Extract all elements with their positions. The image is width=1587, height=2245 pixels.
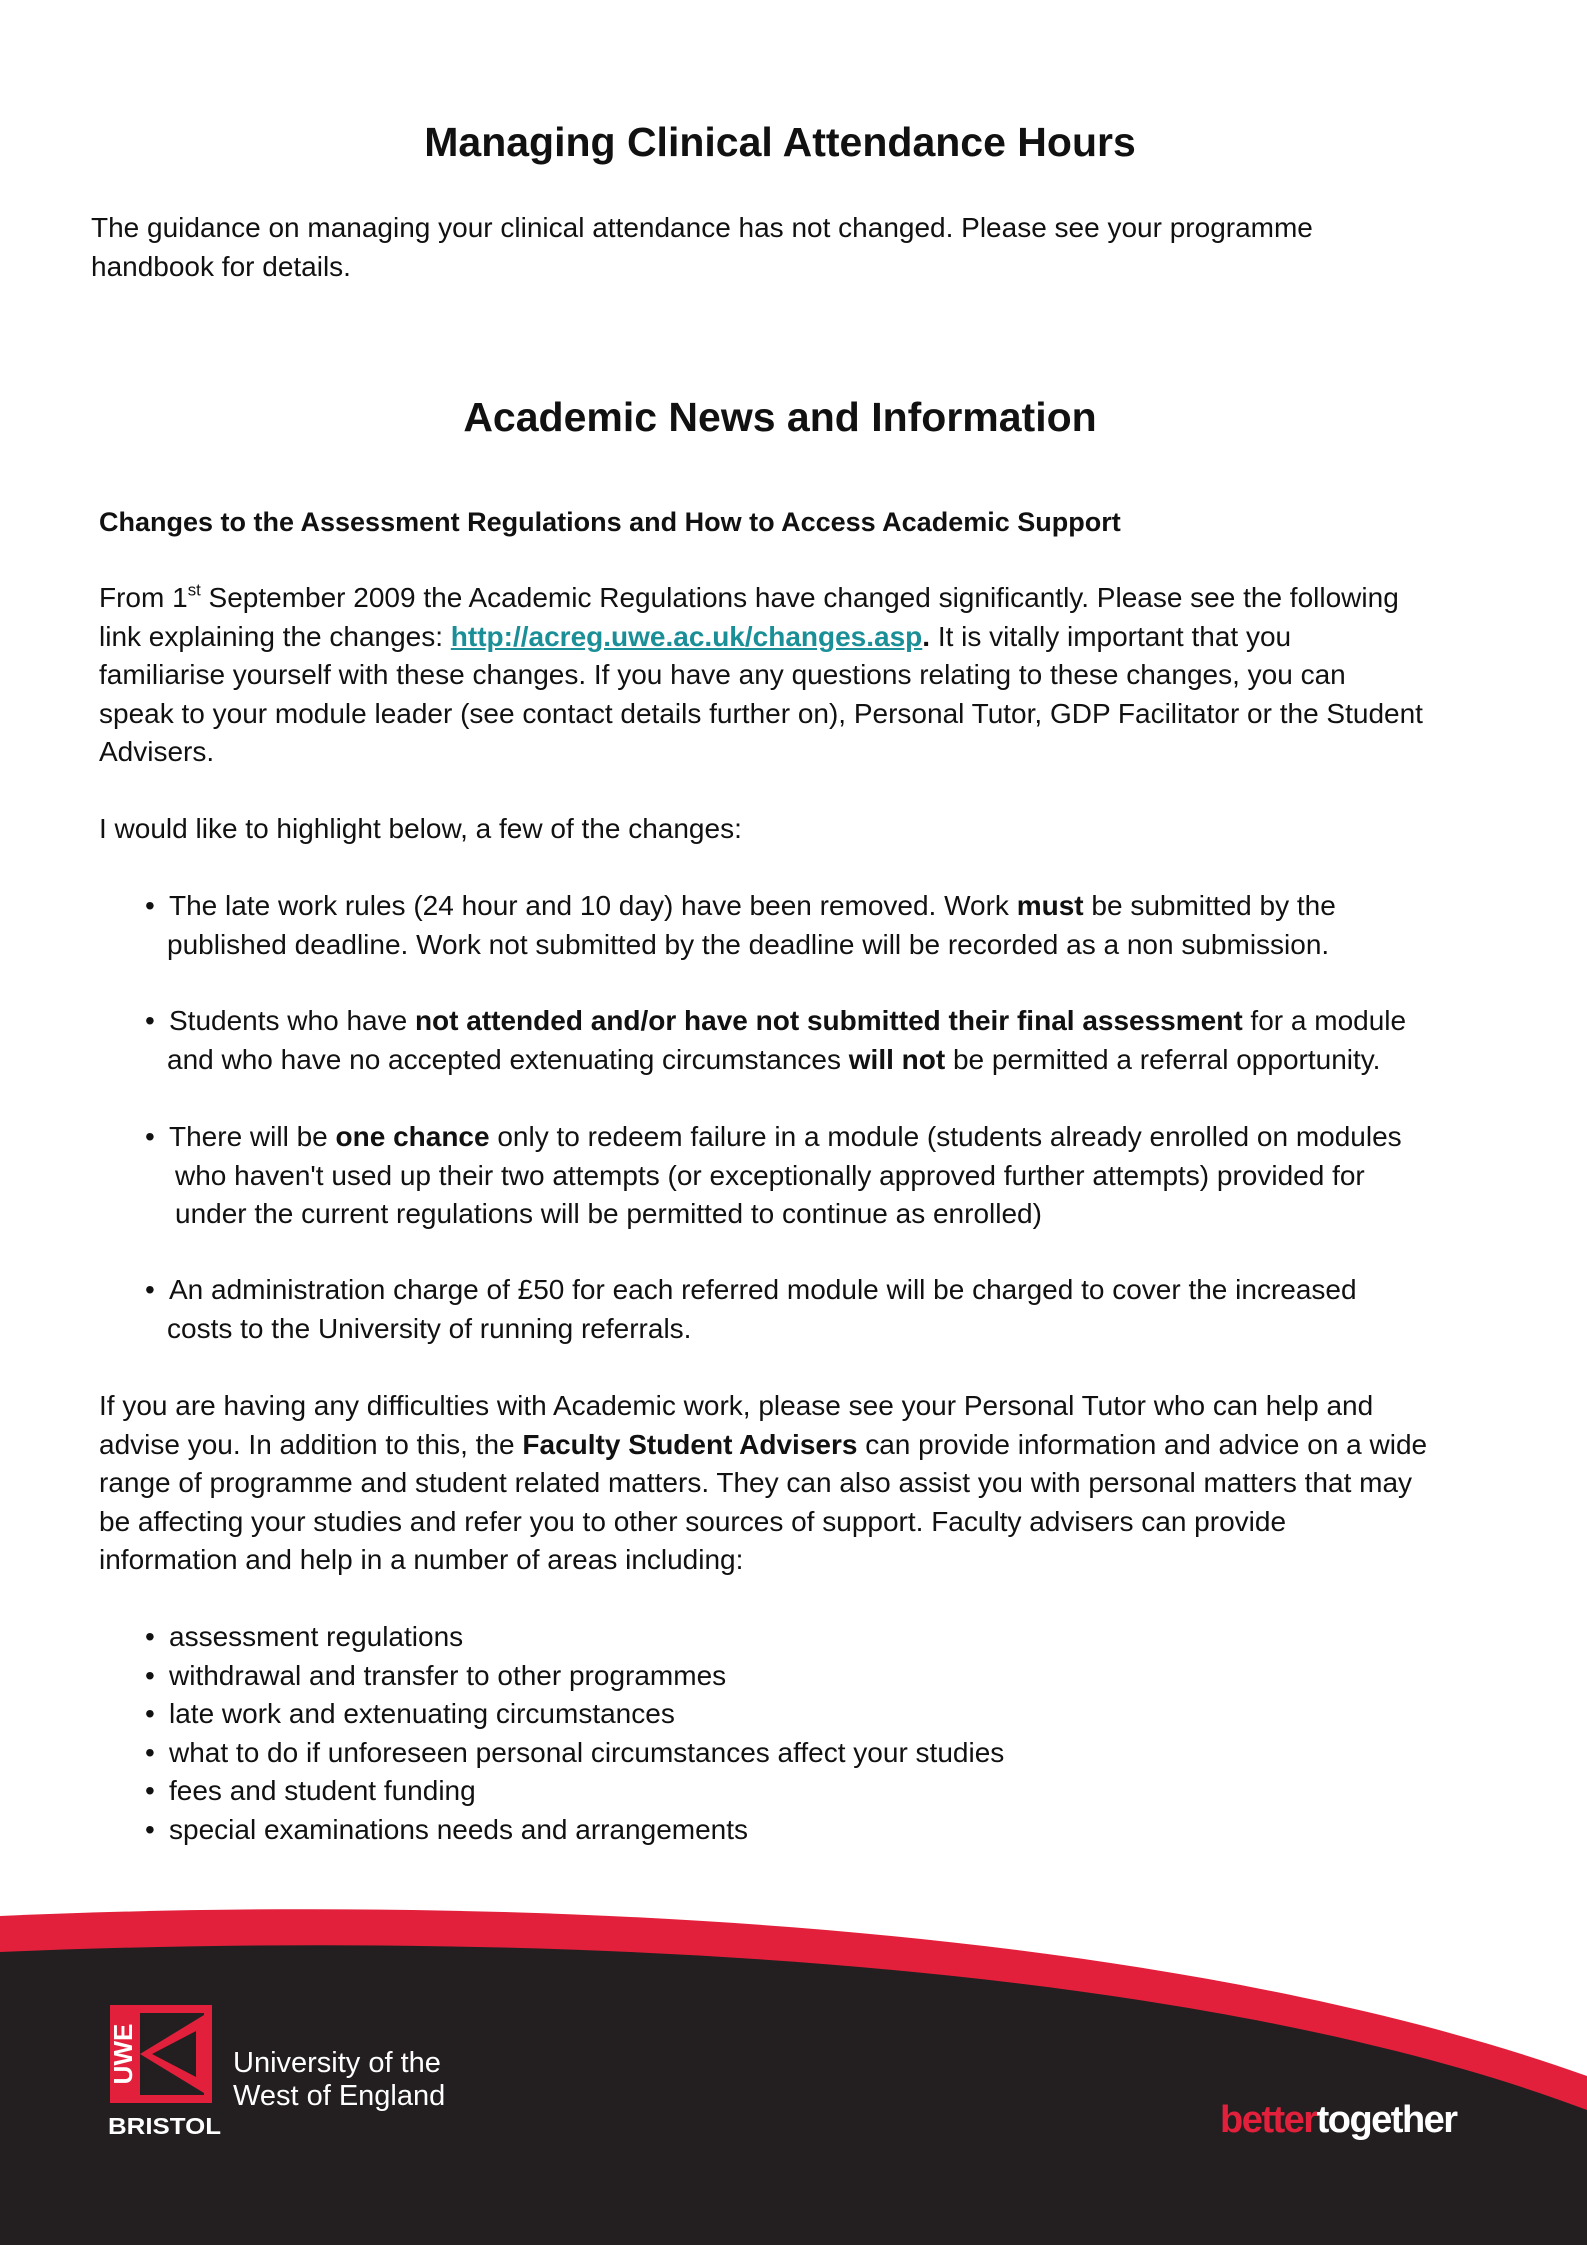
clinical-hours-paragraph [91, 209, 1531, 286]
text-line: From 1st September 2009 the Academic Regulations have changed significantly. Please see the following [99, 580, 1399, 613]
text-line: range of programme and student related matters. They can also assist you with personal matters that may [99, 1467, 1413, 1498]
list-item: • There will be one chance only to redeem failure in a module (students already enrolled on modules who haven't used up their two attempts (or exceptionally approved further attempts) provided for under the current regulations will be permitted to continue as enrolled) [145, 1118, 1565, 1234]
regulations-subheading: Changes to the Assessment Regulations and How to Access Academic Support [99, 507, 1121, 537]
changes-list [145, 1118, 1565, 1234]
text-line: If you are having any difficulties with Academic work, please see your Personal Tutor who can help and [99, 1390, 1374, 1421]
list-item: • withdrawal and transfer to other programmes [145, 1657, 1445, 1696]
list-item: • Students who have not attended and/or have not submitted their final assessment for a module and who have no accepted extenuating circumstances will not be permitted a referral opportunity. [145, 1002, 1545, 1079]
academic-news-title: Academic News and Information [463, 394, 1097, 440]
regulations-intro-paragraph [99, 579, 1539, 772]
university-name-line: University of the [233, 2047, 441, 2079]
clinical-hours-title: Managing Clinical Attendance Hours [424, 119, 1136, 165]
changes-link[interactable]: http://acreg.uwe.ac.uk/changes.asp [450, 620, 923, 652]
list-item: • assessment regulations [145, 1618, 1445, 1657]
text-line: handbook for details. [91, 250, 351, 282]
university-name-line: West of England [233, 2080, 446, 2112]
list-item: • what to do if unforeseen personal circumstances affect your studies [145, 1734, 1445, 1773]
text-line: speak to your module leader (see contact details further on), Personal Tutor, GDP Facilitator or the Student [99, 697, 1423, 729]
changes-list [145, 1002, 1545, 1079]
list-item: • The late work rules (24 hour and 10 day) have been removed. Work must be submitted by the published deadline. Work not submitted by the deadline will be recorded as a non submission. [145, 887, 1545, 964]
changes-list [145, 887, 1545, 964]
changes-list [145, 1271, 1545, 1348]
list-item: • special examinations needs and arrangements [145, 1811, 1445, 1850]
logo-bristol-text: BRISTOL [108, 2113, 221, 2139]
text-line: Advisers. [99, 736, 215, 767]
highlight-intro: I would like to highlight below, a few of the changes: [99, 813, 742, 844]
text-line: be affecting your studies and refer you to other sources of support. Faculty advisers can provide [99, 1505, 1287, 1537]
support-paragraph [99, 1387, 1539, 1580]
text-line: information and help in a number of areas including: [99, 1544, 744, 1575]
list-item: • fees and student funding [145, 1772, 1445, 1811]
logo-uwe-text: UWE [108, 2023, 138, 2085]
text-line: link explaining the changes: http://acreg.uwe.ac.uk/changes.asp. It is vitally important that you [99, 620, 1292, 652]
university-name [233, 2047, 445, 2113]
text-line: familiarise yourself with these changes. If you have any questions relating to these changes, you can [99, 659, 1346, 690]
uwe-logo [108, 2003, 223, 2140]
list-item: • late work and extenuating circumstances [145, 1695, 1445, 1734]
better-together-tagline: bettertogether [1220, 2099, 1457, 2141]
text-line: The guidance on managing your clinical attendance has not changed. Please see your programme [91, 212, 1313, 243]
support-areas-list [145, 1618, 1445, 1849]
list-item: • An administration charge of £50 for each referred module will be charged to cover the increased costs to the University of running referrals. [145, 1271, 1545, 1348]
text-line: advise you. In addition to this, the Faculty Student Advisers can provide information and advice on a wide [99, 1428, 1428, 1460]
